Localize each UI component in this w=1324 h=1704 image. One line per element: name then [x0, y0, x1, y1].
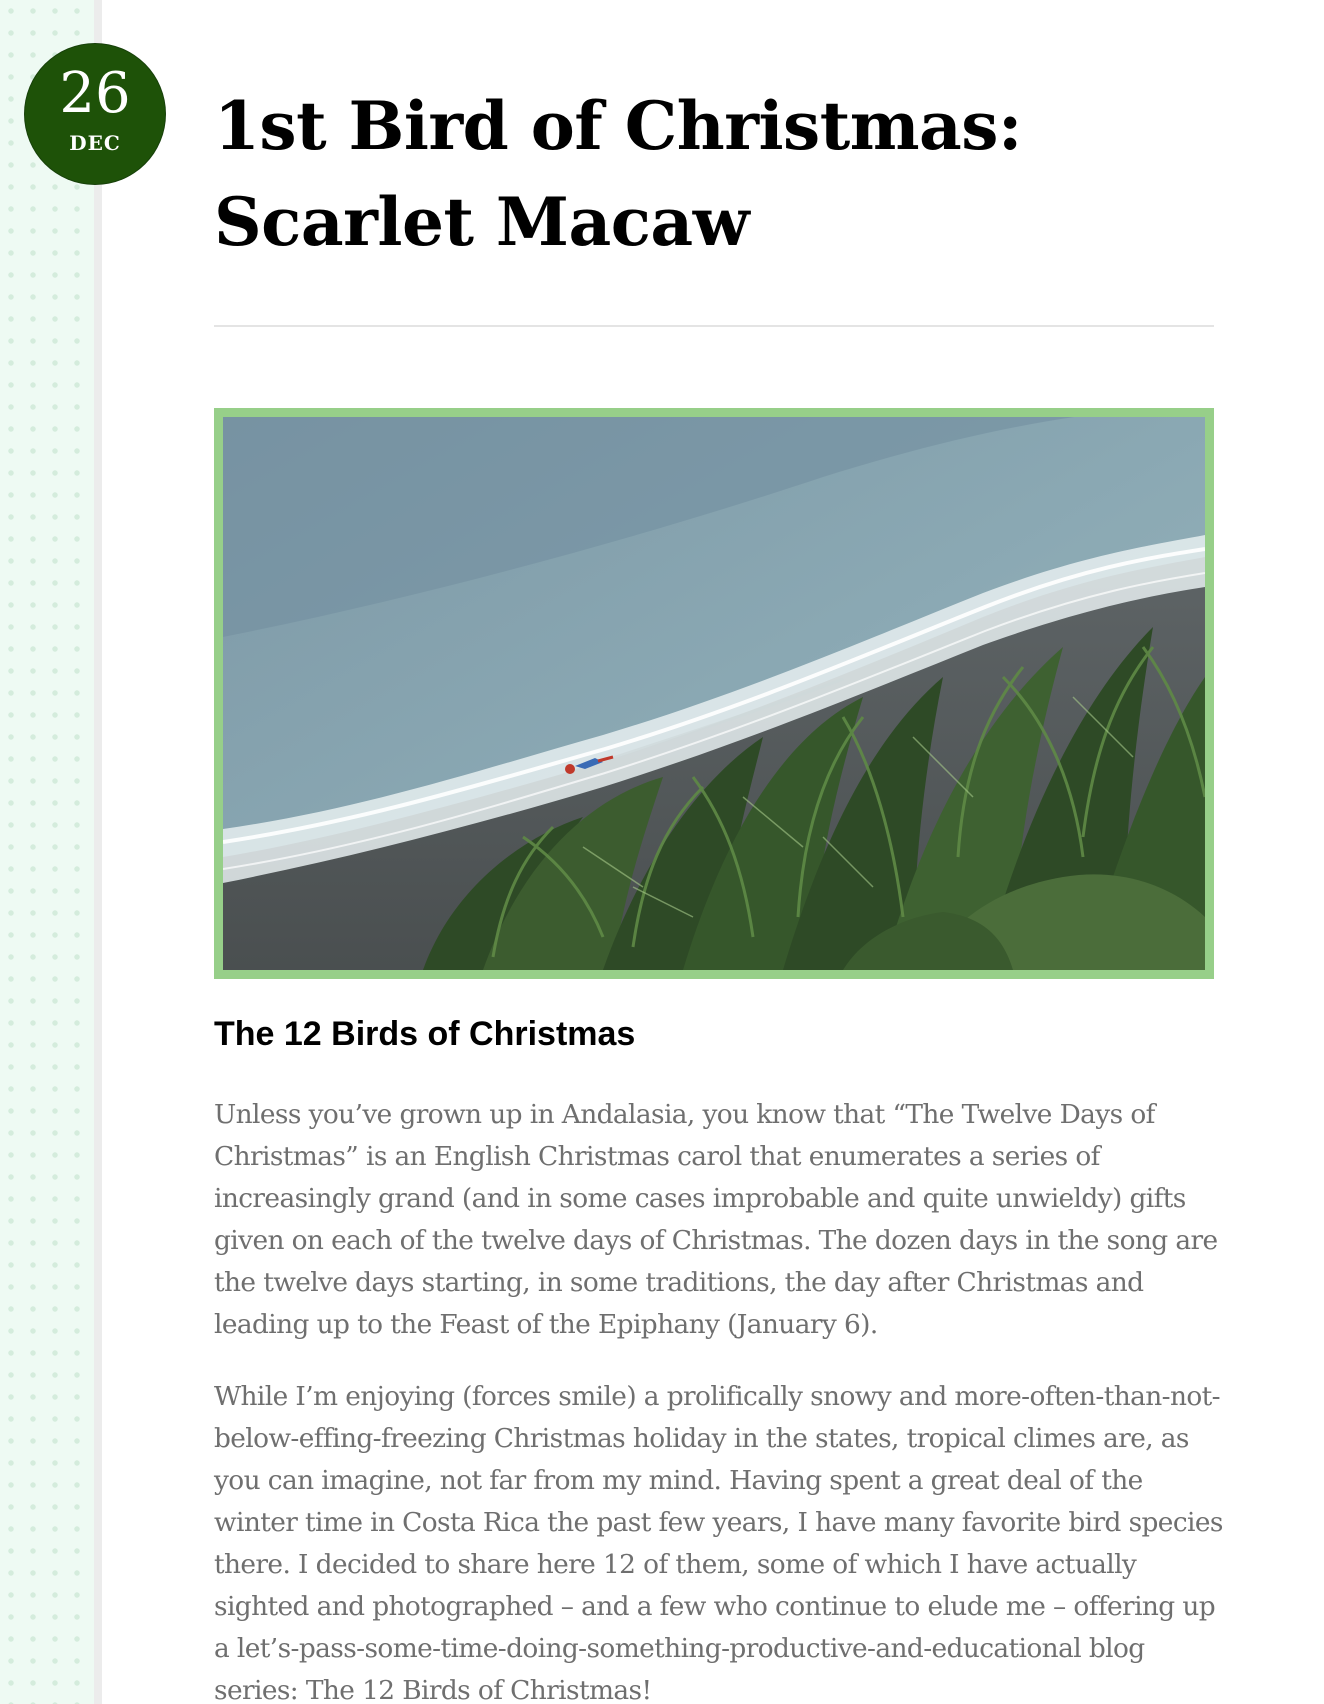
beach-palms-photo	[223, 417, 1205, 970]
date-month: DEC	[69, 131, 121, 155]
featured-image[interactable]	[214, 408, 1214, 979]
post-title[interactable]: 1st Bird of Christmas: Scarlet Macaw	[214, 87, 1022, 261]
section-heading: The 12 Birds of Christmas	[214, 1015, 636, 1053]
date-day: 26	[59, 61, 131, 126]
side-strip-edge	[94, 0, 102, 1704]
body-paragraph: While I’m enjoying (forces smile) a prolifically snowy and more-often-than-not-below-effing-freezing Christmas holiday in the states, tropical climes are, as you can imagine, not far from my mind. Having spent a great deal of the winter time in Costa Rica the past few years, I have many favorite bird species there. I decided to share here 12 of them, some of which I have actually sighted and photographed – and a few who continue to elude me – offering up a let’s-pass-some-time-doing-something-productive-and-educational blog series: The 12 Birds of Christmas!	[214, 1381, 1223, 1704]
date-badge	[25, 44, 165, 184]
title-divider	[214, 325, 1214, 327]
decorative-side-strip	[0, 0, 94, 1704]
body-paragraph: Unless you’ve grown up in Andalasia, you know that “The Twelve Days of Christmas” is an English Christmas carol that enumerates a series of increasingly grand (and in some cases improbable and quite unwieldy) gifts given on each of the twelve days of Christmas. The dozen days in the song are the twelve days starting, in some traditions, the day after Christmas and leading up to the Feast of the Epiphany (January 6).	[214, 1099, 1218, 1340]
